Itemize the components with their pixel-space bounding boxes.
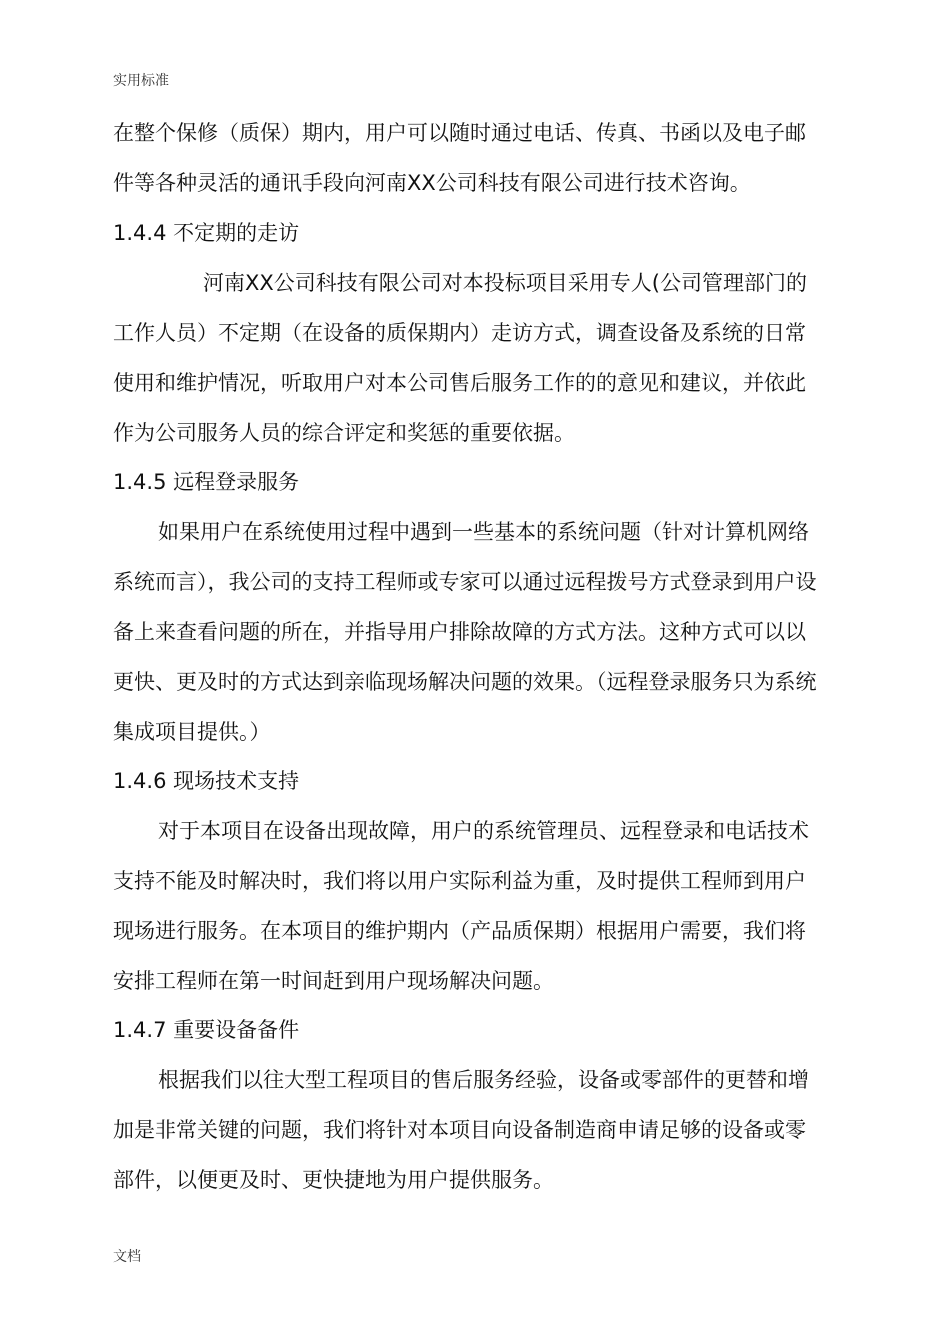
paragraph-line: 系统而言），我公司的支持工程师或专家可以通过远程拨号方式登录到用户设 <box>113 570 817 594</box>
paragraph-line: 在整个保修（质保）期内，用户可以随时通过电话、传真、书函以及电子邮 <box>113 121 806 145</box>
paragraph-line: 根据我们以往大型工程项目的售后服务经验，设备或零部件的更替和增 <box>158 1068 809 1092</box>
paragraph-line: 现场进行服务。在本项目的维护期内（产品质保期）根据用户需要，我们将 <box>113 919 806 943</box>
paragraph-line: 使用和维护情况，听取用户对本公司售后服务工作的的意见和建议，并依此 <box>113 371 806 395</box>
section-heading-1-4-5: 1.4.5 远程登录服务 <box>113 470 300 494</box>
section-heading-1-4-7: 1.4.7 重要设备备件 <box>113 1018 300 1042</box>
section-heading-1-4-4: 1.4.4 不定期的走访 <box>113 221 300 245</box>
paragraph-line: 对于本项目在设备出现故障，用户的系统管理员、远程登录和电话技术 <box>158 819 809 843</box>
paragraph-line: 河南XX公司科技有限公司对本投标项目采用专人(公司管理部门的 <box>203 271 807 295</box>
paragraph-line: 加是非常关键的问题，我们将针对本项目向设备制造商申请足够的设备或零 <box>113 1118 806 1142</box>
paragraph-line: 作为公司服务人员的综合评定和奖惩的重要依据。 <box>113 421 575 445</box>
paragraph-line: 备上来查看问题的所在，并指导用户排除故障的方式方法。这种方式可以以 <box>113 620 806 644</box>
paragraph-line: 工作人员）不定期（在设备的质保期内）走访方式，调查设备及系统的日常 <box>113 321 806 345</box>
paragraph-line: 安排工程师在第一时间赶到用户现场解决问题。 <box>113 969 554 993</box>
paragraph-line: 部件，以便更及时、更快捷地为用户提供服务。 <box>113 1168 554 1192</box>
section-heading-1-4-6: 1.4.6 现场技术支持 <box>113 769 300 793</box>
paragraph-line: 支持不能及时解决时，我们将以用户实际利益为重，及时提供工程师到用户 <box>113 869 806 893</box>
page-footer: 文档 <box>113 1249 141 1265</box>
page-header: 实用标准 <box>113 73 169 89</box>
paragraph-line: 件等各种灵活的通讯手段向河南XX公司科技有限公司进行技术咨询。 <box>113 171 751 195</box>
paragraph-line: 集成项目提供。） <box>113 720 271 744</box>
paragraph-line: 更快、更及时的方式达到亲临现场解决问题的效果。（远程登录服务只为系统 <box>113 670 817 694</box>
paragraph-line: 如果用户在系统使用过程中遇到一些基本的系统问题（针对计算机网络 <box>158 520 809 544</box>
